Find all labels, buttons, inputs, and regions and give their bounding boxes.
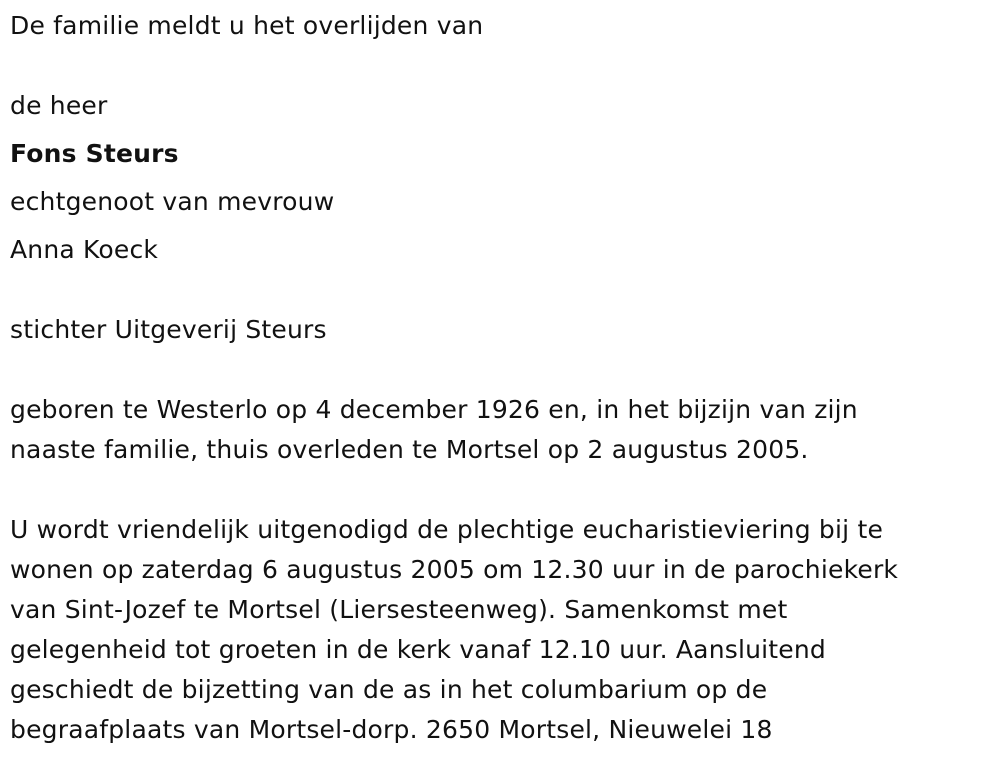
role-text: stichter Uitgeverij Steurs — [10, 315, 327, 344]
paragraph-line: geschiedt de bijzetting van de as in het columbarium op de — [10, 675, 768, 704]
paragraph-line: geboren te Westerlo op 4 december 1926 en, in het bijzijn van zijn — [10, 395, 858, 424]
deceased-name: Fons Steurs — [10, 139, 179, 168]
intro-text: De familie meldt u het overlijden van — [10, 11, 484, 40]
paragraph-line: wonen op zaterdag 6 augustus 2005 om 12.30 uur in de parochiekerk — [10, 555, 899, 584]
paragraph-line: U wordt vriendelijk uitgenodigd de plechtige eucharistieviering bij te — [10, 515, 884, 544]
paragraph-line: gelegenheid tot groeten in de kerk vanaf 12.10 uur. Aansluitend — [10, 635, 826, 664]
spouse-name: Anna Koeck — [10, 235, 159, 264]
paragraph-line: van Sint-Jozef te Mortsel (Liersesteenweg). Samenkomst met — [10, 595, 788, 624]
spouse-prefix-text: echtgenoot van mevrouw — [10, 187, 335, 216]
salutation-text: de heer — [10, 91, 108, 120]
paragraph-line: naaste familie, thuis overleden te Mortsel op 2 augustus 2005. — [10, 435, 809, 464]
paragraph-line: begraafplaats van Mortsel-dorp. 2650 Mortsel, Nieuwelei 18 — [10, 715, 773, 744]
birth-death-paragraph — [10, 390, 970, 470]
ceremony-paragraph — [10, 510, 970, 750]
